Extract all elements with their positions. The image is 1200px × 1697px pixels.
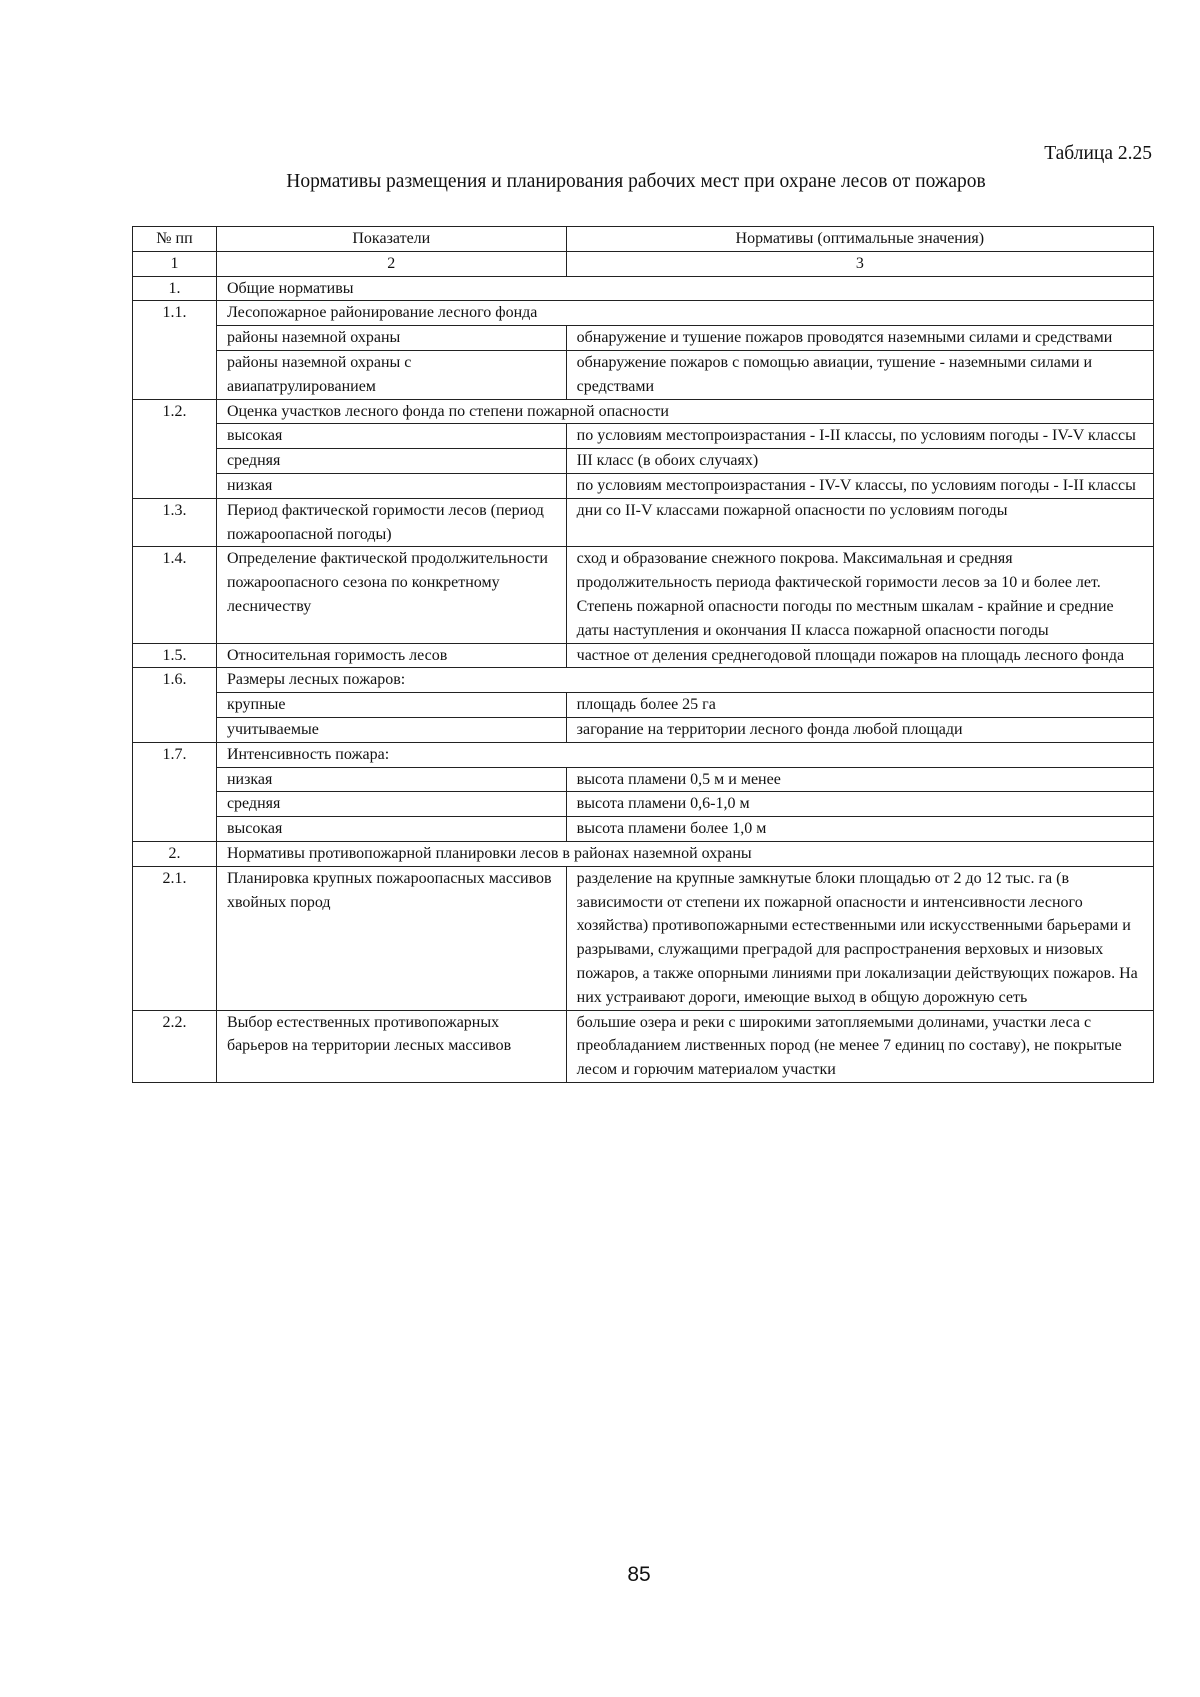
row-number: 1.3. bbox=[133, 498, 217, 547]
norm-cell: обнаружение пожаров с помощью авиации, тушение - наземными силами и средствами bbox=[566, 350, 1153, 399]
norm-cell: площадь более 25 га bbox=[566, 693, 1153, 718]
norm-cell: обнаружение и тушение пожаров проводятся наземными силами и средствами bbox=[566, 326, 1153, 351]
norm-cell: большие озера и реки с широкими затопляемыми долинами, участки леса с преобладанием лиственных пород (не менее 7 единиц по составу), не покрытые лесом и горючим материалом участки bbox=[566, 1010, 1153, 1082]
column-number: 3 bbox=[566, 251, 1153, 276]
row-number: 1.7. bbox=[133, 742, 217, 841]
table-row bbox=[133, 742, 1154, 767]
indicator-cell: Период фактической горимости лесов (период пожароопасной погоды) bbox=[216, 498, 566, 547]
table-row bbox=[133, 399, 1154, 424]
table-row bbox=[133, 473, 1154, 498]
table-row bbox=[133, 498, 1154, 547]
row-number: 2. bbox=[133, 841, 217, 866]
norm-cell: по условиям местопроизрастания - I-II классы, по условиям погоды - IV-V классы bbox=[566, 424, 1153, 449]
row-number: 2.2. bbox=[133, 1010, 217, 1082]
indicator-cell: низкая bbox=[216, 767, 566, 792]
table-row bbox=[133, 424, 1154, 449]
row-number: 1.1. bbox=[133, 301, 217, 399]
indicator-cell: Определение фактической продолжительности пожароопасного сезона по конкретному лесничеству bbox=[216, 547, 566, 643]
norm-cell: загорание на территории лесного фонда любой площади bbox=[566, 717, 1153, 742]
table-row bbox=[133, 817, 1154, 842]
table-row bbox=[133, 643, 1154, 668]
norm-cell: высота пламени более 1,0 м bbox=[566, 817, 1153, 842]
table-row bbox=[133, 1010, 1154, 1082]
indicator-cell: районы наземной охраны с авиапатрулированием bbox=[216, 350, 566, 399]
table-row bbox=[133, 767, 1154, 792]
indicator-cell: учитываемые bbox=[216, 717, 566, 742]
norm-cell: сход и образование снежного покрова. Максимальная и средняя продолжительность периода фактической горимости лесов за 10 и более лет. Степень пожарной опасности погоды по местным шкалам - крайние и средние даты наступления и окончания II класса пожарной опасности погоды bbox=[566, 547, 1153, 643]
table-row bbox=[133, 301, 1154, 326]
norm-cell: высота пламени 0,6-1,0 м bbox=[566, 792, 1153, 817]
norm-cell: по условиям местопроизрастания - IV-V классы, по условиям погоды - I-II классы bbox=[566, 473, 1153, 498]
table-row bbox=[133, 547, 1154, 643]
table-header-row bbox=[133, 227, 1154, 252]
section-title: Интенсивность пожара: bbox=[216, 742, 1153, 767]
indicator-cell: Планировка крупных пожароопасных массивов хвойных пород bbox=[216, 866, 566, 1010]
section-title: Общие нормативы bbox=[216, 276, 1153, 301]
table-row bbox=[133, 717, 1154, 742]
row-number: 2.1. bbox=[133, 866, 217, 1010]
column-number: 2 bbox=[216, 251, 566, 276]
table-row bbox=[133, 326, 1154, 351]
table-row bbox=[133, 350, 1154, 399]
indicator-cell: высокая bbox=[216, 817, 566, 842]
page-number: 85 bbox=[627, 1563, 651, 1586]
section-title: Нормативы противопожарной планировки лесов в районах наземной охраны bbox=[216, 841, 1153, 866]
row-number: 1.6. bbox=[133, 668, 217, 742]
norm-cell: частное от деления среднегодовой площади пожаров на площадь лесного фонда bbox=[566, 643, 1153, 668]
section-title: Оценка участков лесного фонда по степени пожарной опасности bbox=[216, 399, 1153, 424]
row-number: 1. bbox=[133, 276, 217, 301]
header-indicators: Показатели bbox=[216, 227, 566, 252]
norm-cell: III класс (в обоих случаях) bbox=[566, 449, 1153, 474]
table-row bbox=[133, 693, 1154, 718]
row-number: 1.2. bbox=[133, 399, 217, 498]
column-numbering-row bbox=[133, 251, 1154, 276]
norm-cell: разделение на крупные замкнутые блоки площадью от 2 до 12 тыс. га (в зависимости от степени их пожарной опасности и интенсивности лесного хозяйства) противопожарными естественными или искусственными барьерами и разрывами, служащими преградой для распространения верховых и низовых пожаров, а также опорными линиями при локализации действующих пожаров. На них устраивают дороги, имеющие выход в общую дорожную сеть bbox=[566, 866, 1153, 1010]
column-number: 1 bbox=[133, 251, 217, 276]
table-row bbox=[133, 276, 1154, 301]
indicator-cell: районы наземной охраны bbox=[216, 326, 566, 351]
indicator-cell: средняя bbox=[216, 792, 566, 817]
table-row bbox=[133, 792, 1154, 817]
norm-cell: дни со II-V классами пожарной опасности по условиям погоды bbox=[566, 498, 1153, 547]
section-title: Лесопожарное районирование лесного фонда bbox=[216, 301, 1153, 326]
indicator-cell: Выбор естественных противопожарных барьеров на территории лесных массивов bbox=[216, 1010, 566, 1082]
indicator-cell: Относительная горимость лесов bbox=[216, 643, 566, 668]
indicator-cell: низкая bbox=[216, 473, 566, 498]
table-row bbox=[133, 449, 1154, 474]
indicator-cell: высокая bbox=[216, 424, 566, 449]
table-row bbox=[133, 668, 1154, 693]
row-number: 1.5. bbox=[133, 643, 217, 668]
header-norms: Нормативы (оптимальные значения) bbox=[566, 227, 1153, 252]
table-title: Нормативы размещения и планирования рабочих мест при охране лесов от пожаров bbox=[286, 171, 986, 192]
norm-cell: высота пламени 0,5 м и менее bbox=[566, 767, 1153, 792]
section-title: Размеры лесных пожаров: bbox=[216, 668, 1153, 693]
table-caption: Таблица 2.25 bbox=[1044, 143, 1152, 164]
table-row bbox=[133, 841, 1154, 866]
row-number: 1.4. bbox=[133, 547, 217, 643]
norms-table bbox=[132, 226, 1154, 1083]
indicator-cell: средняя bbox=[216, 449, 566, 474]
indicator-cell: крупные bbox=[216, 693, 566, 718]
table-row bbox=[133, 866, 1154, 1010]
header-number: № пп bbox=[133, 227, 217, 252]
